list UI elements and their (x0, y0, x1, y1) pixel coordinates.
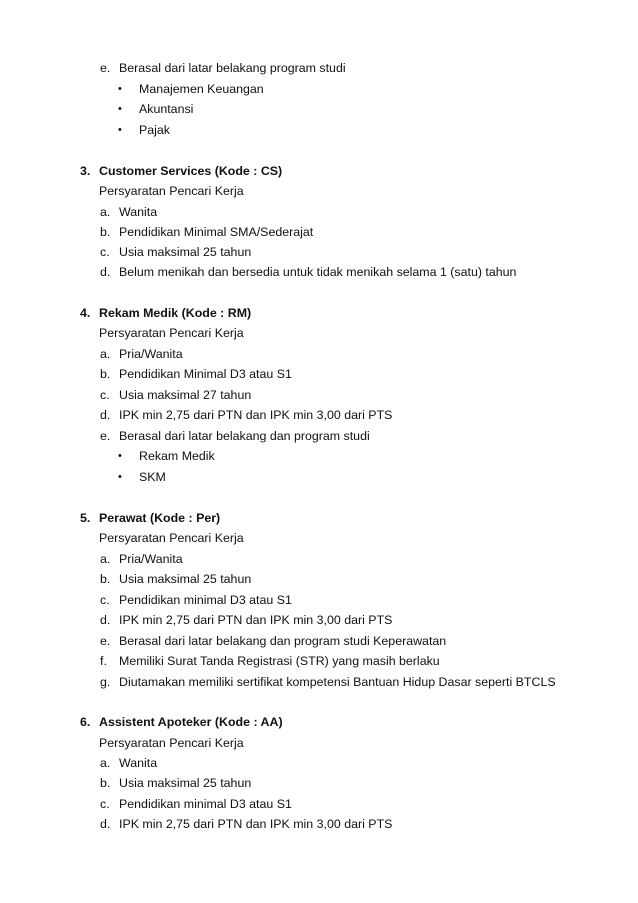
section-title: Rekam Medik (Kode : RM) (99, 306, 252, 320)
section-number: 6. (80, 715, 91, 729)
item-text: Pria/Wanita (119, 552, 183, 566)
item-label: f. (100, 654, 107, 668)
item-label: c. (100, 797, 110, 811)
item-label: e. (100, 61, 111, 75)
item-label: c. (100, 388, 110, 402)
item-text: Pendidikan Minimal D3 atau S1 (119, 367, 292, 381)
item-label: a. (100, 552, 111, 566)
item-text: Belum menikah dan bersedia untuk tidak menikah selama 1 (satu) tahun (119, 265, 517, 279)
item-text: Diutamakan memiliki sertifikat kompetensi Bantuan Hidup Dasar seperti BTCLS (119, 675, 556, 689)
item-label: e. (100, 429, 111, 443)
item-label: b. (100, 367, 111, 381)
item-label: d. (100, 817, 111, 831)
item-text: IPK min 2,75 dari PTN dan IPK min 3,00 dari PTS (119, 408, 393, 422)
item-label: a. (100, 205, 111, 219)
item-label: c. (100, 245, 110, 259)
item-label: g. (100, 675, 111, 689)
item-text: Berasal dari latar belakang program studi (119, 61, 346, 75)
section-title: Customer Services (Kode : CS) (99, 164, 283, 178)
bullet-text: Pajak (139, 123, 170, 137)
item-label: b. (100, 225, 111, 239)
bullet-icon: • (118, 124, 122, 136)
item-label: a. (100, 347, 111, 361)
item-label: a. (100, 756, 111, 770)
item-text: Memiliki Surat Tanda Registrasi (STR) yang masih berlaku (119, 654, 440, 668)
bullet-icon: • (118, 450, 122, 462)
item-text: Usia maksimal 25 tahun (119, 776, 252, 790)
item-text: Pria/Wanita (119, 347, 183, 361)
subtitle-text: Persyaratan Pencari Kerja (99, 531, 244, 545)
item-text: IPK min 2,75 dari PTN dan IPK min 3,00 dari PTS (119, 613, 393, 627)
bullet-icon: • (118, 83, 122, 95)
bullet-icon: • (118, 103, 122, 115)
section-title: Perawat (Kode : Per) (99, 511, 221, 525)
item-label: b. (100, 776, 111, 790)
bullet-text: Rekam Medik (139, 449, 215, 463)
item-text: Usia maksimal 27 tahun (119, 388, 252, 402)
item-text: Usia maksimal 25 tahun (119, 572, 252, 586)
section-number: 3. (80, 164, 91, 178)
item-text: Usia maksimal 25 tahun (119, 245, 252, 259)
item-text: Wanita (119, 205, 158, 219)
item-label: d. (100, 265, 111, 279)
item-label: e. (100, 634, 111, 648)
item-text: Pendidikan Minimal SMA/Sederajat (119, 225, 314, 239)
item-text: Pendidikan minimal D3 atau S1 (119, 593, 292, 607)
subtitle-text: Persyaratan Pencari Kerja (99, 184, 244, 198)
subtitle-text: Persyaratan Pencari Kerja (99, 326, 244, 340)
item-text: Berasal dari latar belakang dan program studi Keperawatan (119, 634, 447, 648)
item-text: IPK min 2,75 dari PTN dan IPK min 3,00 dari PTS (119, 817, 393, 831)
item-label: d. (100, 613, 111, 627)
bullet-text: Akuntansi (139, 102, 194, 116)
item-text: Pendidikan minimal D3 atau S1 (119, 797, 292, 811)
item-text: Berasal dari latar belakang dan program studi (119, 429, 370, 443)
item-label: d. (100, 408, 111, 422)
bullet-text: Manajemen Keuangan (139, 82, 264, 96)
section-number: 4. (80, 306, 91, 320)
item-label: c. (100, 593, 110, 607)
subtitle-text: Persyaratan Pencari Kerja (99, 736, 244, 750)
bullet-text: SKM (139, 470, 166, 484)
item-text: Wanita (119, 756, 158, 770)
section-number: 5. (80, 511, 91, 525)
section-title: Assistent Apoteker (Kode : AA) (99, 715, 283, 729)
item-label: b. (100, 572, 111, 586)
bullet-icon: • (118, 471, 122, 483)
